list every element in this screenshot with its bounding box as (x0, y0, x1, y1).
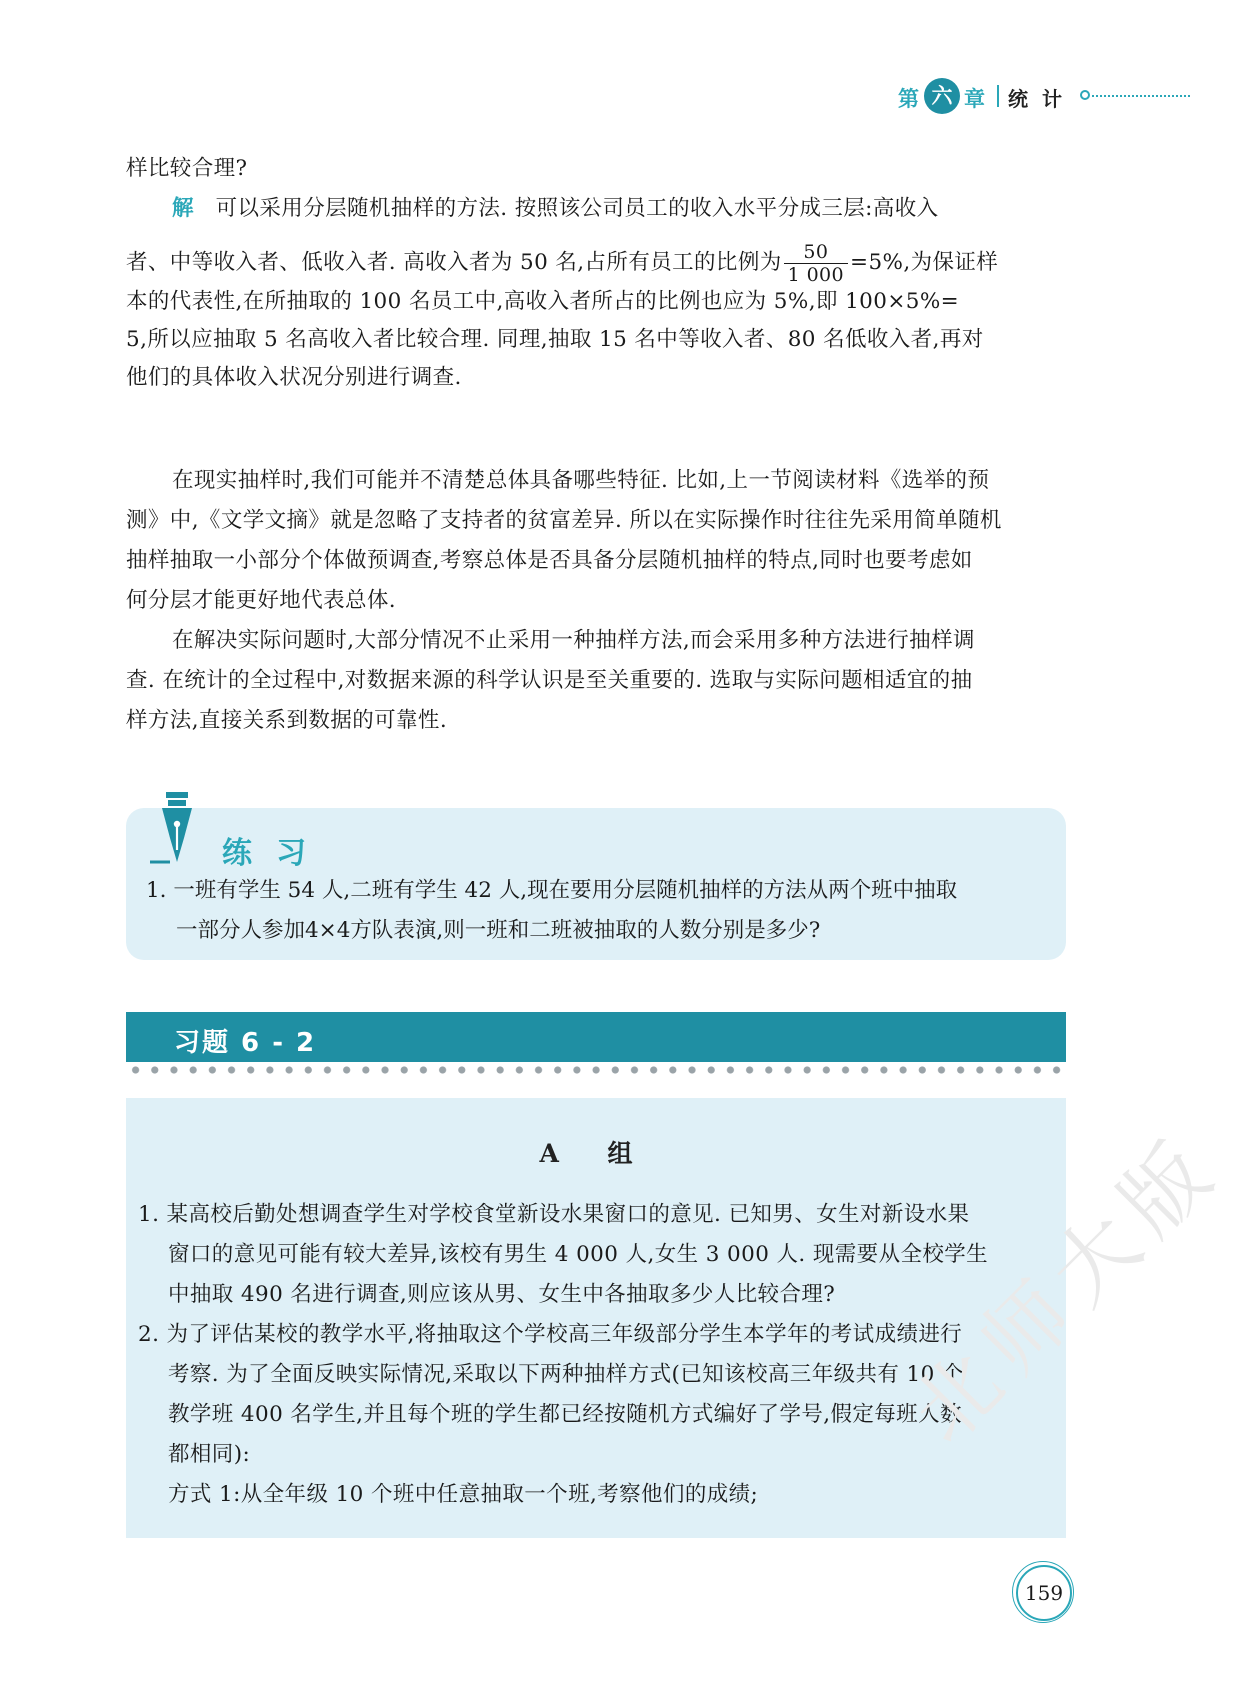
text-line: 样比较合理? (126, 156, 248, 181)
problem-line: 都相同): (168, 1442, 251, 1467)
page-number (1016, 1565, 1072, 1621)
exercise-item: 1. 一班有学生 54 人,二班有学生 42 人,现在要用分层随机抽样的方法从两个班中抽取 (146, 878, 958, 903)
paragraph-line: 在解决实际问题时,大部分情况不止采用一种抽样方法,而会采用多种方法进行抽样调 (172, 628, 975, 653)
page-number-text: 159 (1016, 1565, 1072, 1621)
problem-line: 窗口的意见可能有较大差异,该校有男生 4 000 人,女生 3 000 人. 现需要从全校学生 (168, 1242, 989, 1267)
solution-text: 者、中等收入者、低收入者. 高收入者为 50 名,占所有员工的比例为 (126, 250, 782, 275)
paragraph-line: 样方法,直接关系到数据的可靠性. (126, 708, 448, 733)
header-ring-icon (1080, 90, 1090, 100)
exercise-title: 练习 (222, 836, 330, 871)
solution-line-fraction (126, 236, 1066, 290)
chapter-title: 统计 (1008, 87, 1076, 111)
chapter-suffix: 章 (964, 87, 985, 111)
problem-set-header (126, 1012, 1066, 1062)
solution-text: =5%,为保证样 (850, 250, 999, 275)
paragraph-line: 查. 在统计的全过程中,对数据来源的科学认识是至关重要的. 选取与实际问题相适宜的抽 (126, 668, 973, 693)
fraction-denominator: 1 000 (787, 263, 845, 286)
dotted-divider (126, 1064, 1066, 1076)
header-dotted-line (1092, 95, 1190, 97)
chapter-header (898, 80, 1190, 114)
problem-line: 2. 为了评估某校的教学水平,将抽取这个学校高三年级部分学生本学年的考试成绩进行 (138, 1322, 963, 1347)
paragraph-line: 何分层才能更好地代表总体. (126, 588, 397, 613)
solution-line: 本的代表性,在所抽取的 100 名员工中,高收入者所占的比例也应为 5%,即 100×5%= (126, 289, 960, 314)
fountain-pen-icon (148, 790, 198, 866)
solution-line (172, 194, 1112, 224)
watermark: 北师大版 (892, 1115, 1240, 1463)
fraction-numerator: 50 (784, 241, 848, 264)
solution-line: 他们的具体收入状况分别进行调查. (126, 365, 462, 390)
paragraph-line: 在现实抽样时,我们可能并不清楚总体具备哪些特征. 比如,上一节阅读材料《选举的预 (172, 468, 990, 493)
problem-line: 方式 1:从全年级 10 个班中任意抽取一个班,考察他们的成绩; (168, 1482, 759, 1507)
exercise-item: 一部分人参加4×4方队表演,则一班和二班被抽取的人数分别是多少? (176, 918, 821, 943)
paragraph-line: 测》中,《文学文摘》就是忽略了支持者的贫富差异. 所以在实际操作时往往先采用简单随机 (126, 508, 1002, 533)
problem-line: 1. 某高校后勤处想调查学生对学校食堂新设水果窗口的意见. 已知男、女生对新设水果 (138, 1202, 970, 1227)
problem-line: 考察. 为了全面反映实际情况,采取以下两种抽样方式(已知该校高三年级共有 10 个 (168, 1362, 964, 1387)
solution-line: 5,所以应抽取 5 名高收入者比较合理. 同理,抽取 15 名中等收入者、80 名低收入者,再对 (126, 327, 984, 352)
problem-line: 中抽取 490 名进行调查,则应该从男、女生中各抽取多少人比较合理? (168, 1282, 836, 1307)
solution-text: 可以采用分层随机抽样的方法. 按照该公司员工的收入水平分成三层:高收入 (215, 196, 939, 221)
chapter-prefix: 第 (898, 87, 919, 111)
problem-line: 教学班 400 名学生,并且每个班的学生都已经按随机方式编好了学号,假定每班人数 (168, 1402, 962, 1427)
header-divider (997, 85, 999, 107)
problem-set-title: 习题 6 - 2 (174, 1028, 317, 1058)
problem-group-box (126, 1098, 1066, 1538)
chapter-number-badge: 六 (924, 78, 960, 114)
paragraph-line: 抽样抽取一小部分个体做预调查,考察总体是否具备分层随机抽样的特点,同时也要考虑如 (126, 548, 973, 573)
group-title: A 组 (539, 1139, 653, 1168)
solution-keyword: 解 (172, 196, 194, 221)
fraction (784, 241, 848, 286)
exercise-box (126, 808, 1066, 960)
